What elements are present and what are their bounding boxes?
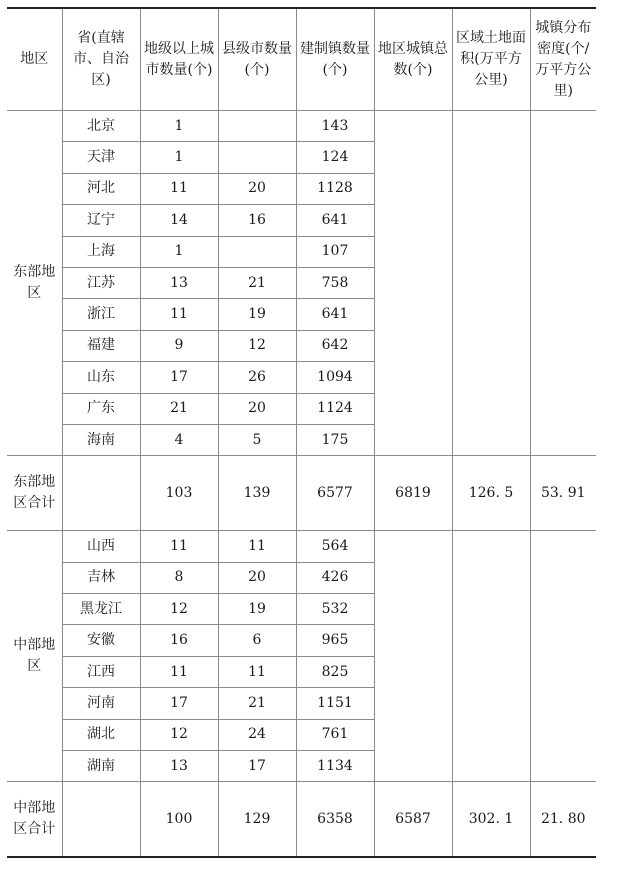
total-towns-blank [374,531,452,782]
county-cell [218,142,296,173]
area-blank [452,111,530,456]
towns-cell: 965 [296,625,374,656]
province-cell: 北京 [62,111,140,142]
towns-cell: 1124 [296,393,374,424]
region-cell: 中部地区 [7,531,62,782]
towns-cell: 1151 [296,688,374,719]
county-cell: 19 [218,594,296,625]
town-statistics-table [7,7,596,858]
prefecture-cell: 9 [140,330,218,361]
towns-cell: 761 [296,719,374,750]
province-cell: 江西 [62,656,140,687]
subtotal-area: 302. 1 [452,782,530,858]
county-cell: 20 [218,562,296,593]
towns-cell: 1094 [296,362,374,393]
header-land-area: 区域土地面积(万平方公里) [452,8,530,111]
province-cell: 黑龙江 [62,594,140,625]
prefecture-cell: 12 [140,719,218,750]
towns-cell: 1128 [296,173,374,204]
county-cell: 6 [218,625,296,656]
towns-cell: 124 [296,142,374,173]
header-prefecture-cities: 地级以上城市数量(个) [140,8,218,111]
towns-cell: 175 [296,424,374,455]
county-cell: 21 [218,267,296,298]
prefecture-cell: 11 [140,299,218,330]
towns-cell: 641 [296,299,374,330]
subtotal-province-blank [62,782,140,858]
prefecture-cell: 14 [140,205,218,236]
county-cell: 5 [218,424,296,455]
prefecture-cell: 12 [140,594,218,625]
prefecture-cell: 21 [140,393,218,424]
header-density: 城镇分布密度(个/万平方公里) [530,8,596,111]
province-cell: 上海 [62,236,140,267]
towns-cell: 1134 [296,751,374,782]
towns-cell: 758 [296,267,374,298]
prefecture-cell: 13 [140,751,218,782]
table-row [7,531,596,562]
county-cell: 20 [218,393,296,424]
county-cell: 17 [218,751,296,782]
prefecture-cell: 17 [140,362,218,393]
header-row [7,8,596,111]
towns-cell: 641 [296,205,374,236]
county-cell: 20 [218,173,296,204]
subtotal-prefecture: 100 [140,782,218,858]
prefecture-cell: 16 [140,625,218,656]
province-cell: 湖南 [62,751,140,782]
province-cell: 山西 [62,531,140,562]
subtotal-county: 139 [218,456,296,531]
province-cell: 天津 [62,142,140,173]
county-cell: 26 [218,362,296,393]
province-cell: 湖北 [62,719,140,750]
header-province: 省(直辖市、自治区) [62,8,140,111]
header-region: 地区 [7,8,62,111]
prefecture-cell: 1 [140,142,218,173]
area-blank [452,531,530,782]
subtotal-province-blank [62,456,140,531]
province-cell: 江苏 [62,267,140,298]
subtotal-label: 东部地区合计 [7,456,62,531]
prefecture-cell: 8 [140,562,218,593]
county-cell: 21 [218,688,296,719]
towns-cell: 143 [296,111,374,142]
province-cell: 山东 [62,362,140,393]
subtotal-row [7,456,596,531]
header-total-towns: 地区城镇总数(个) [374,8,452,111]
province-cell: 安徽 [62,625,140,656]
prefecture-cell: 17 [140,688,218,719]
county-cell: 16 [218,205,296,236]
county-cell: 12 [218,330,296,361]
subtotal-density: 53. 91 [530,456,596,531]
prefecture-cell: 4 [140,424,218,455]
towns-cell: 825 [296,656,374,687]
prefecture-cell: 11 [140,656,218,687]
density-blank [530,531,596,782]
province-cell: 浙江 [62,299,140,330]
county-cell: 19 [218,299,296,330]
subtotal-label: 中部地区合计 [7,782,62,858]
prefecture-cell: 11 [140,531,218,562]
province-cell: 河北 [62,173,140,204]
prefecture-cell: 1 [140,236,218,267]
subtotal-prefecture: 103 [140,456,218,531]
county-cell [218,111,296,142]
province-cell: 吉林 [62,562,140,593]
table-row [7,111,596,142]
subtotal-total-towns: 6819 [374,456,452,531]
province-cell: 河南 [62,688,140,719]
subtotal-row [7,782,596,858]
province-cell: 福建 [62,330,140,361]
subtotal-total-towns: 6587 [374,782,452,858]
county-cell: 11 [218,531,296,562]
subtotal-area: 126. 5 [452,456,530,531]
total-towns-blank [374,111,452,456]
towns-cell: 642 [296,330,374,361]
region-cell: 东部地区 [7,111,62,456]
towns-cell: 426 [296,562,374,593]
province-cell: 广东 [62,393,140,424]
towns-cell: 532 [296,594,374,625]
towns-cell: 564 [296,531,374,562]
subtotal-density: 21. 80 [530,782,596,858]
subtotal-county: 129 [218,782,296,858]
header-county-cities: 县级市数量(个) [218,8,296,111]
prefecture-cell: 13 [140,267,218,298]
subtotal-towns: 6577 [296,456,374,531]
header-towns: 建制镇数量(个) [296,8,374,111]
province-cell: 辽宁 [62,205,140,236]
province-cell: 海南 [62,424,140,455]
prefecture-cell: 11 [140,173,218,204]
county-cell [218,236,296,267]
prefecture-cell: 1 [140,111,218,142]
subtotal-towns: 6358 [296,782,374,858]
towns-cell: 107 [296,236,374,267]
county-cell: 11 [218,656,296,687]
county-cell: 24 [218,719,296,750]
density-blank [530,111,596,456]
